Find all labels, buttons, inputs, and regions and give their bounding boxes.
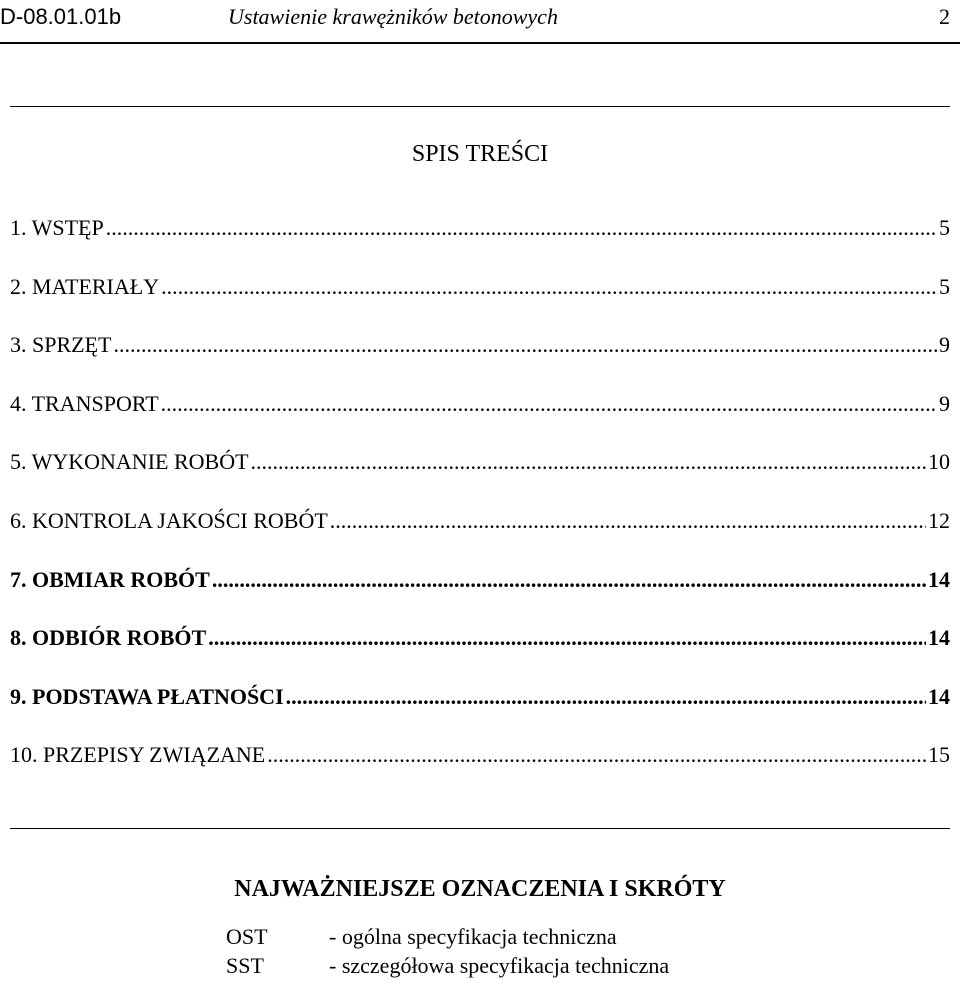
divider-top (10, 106, 950, 107)
abbreviation-meaning: - ogólna specyfikacja techniczna (329, 924, 617, 949)
page-header (0, 0, 960, 44)
toc-item[interactable]: 8. ODBIÓR ROBÓT ..... 14 (10, 620, 950, 679)
document-code: D-08.01.01b (0, 4, 122, 29)
abbreviation-row (226, 924, 617, 950)
toc-title: SPIS TREŚCI (411, 141, 549, 167)
toc-item[interactable]: 4. TRANSPORT ..... 9 (10, 386, 950, 445)
toc-item[interactable]: 6. KONTROLA JAKOŚCI ROBÓT ..... 12 (10, 503, 950, 562)
toc-item[interactable]: 7. OBMIAR ROBÓT ..... 14 (10, 562, 950, 621)
toc-item[interactable]: 2. MATERIAŁY ..... 5 (10, 269, 950, 328)
abbreviations-title: NAJWAŻNIEJSZE OZNACZENIA I SKRÓTY (234, 876, 726, 902)
divider-bottom (10, 828, 950, 829)
abbreviation-key: OST (226, 924, 268, 949)
toc-item[interactable]: 5. WYKONANIE ROBÓT ..... 10 (10, 444, 950, 503)
toc-item[interactable]: 1. WSTĘP ..... 5 (10, 210, 950, 269)
toc-item[interactable]: 3. SPRZĘT ..... 9 (10, 327, 950, 386)
abbreviation-key: SST (226, 953, 264, 978)
abbreviation-meaning: - szczegółowa specyfikacja techniczna (329, 953, 670, 978)
page-number: 2 (939, 4, 950, 29)
table-of-contents (10, 210, 950, 796)
abbreviation-row (226, 953, 669, 979)
toc-item[interactable]: 10. PRZEPISY ZWIĄZANE ..... 15 (10, 737, 950, 796)
toc-item[interactable]: 9. PODSTAWA PŁATNOŚCI ..... 14 (10, 679, 950, 738)
document-title: Ustawienie krawężników betonowych (228, 4, 558, 29)
